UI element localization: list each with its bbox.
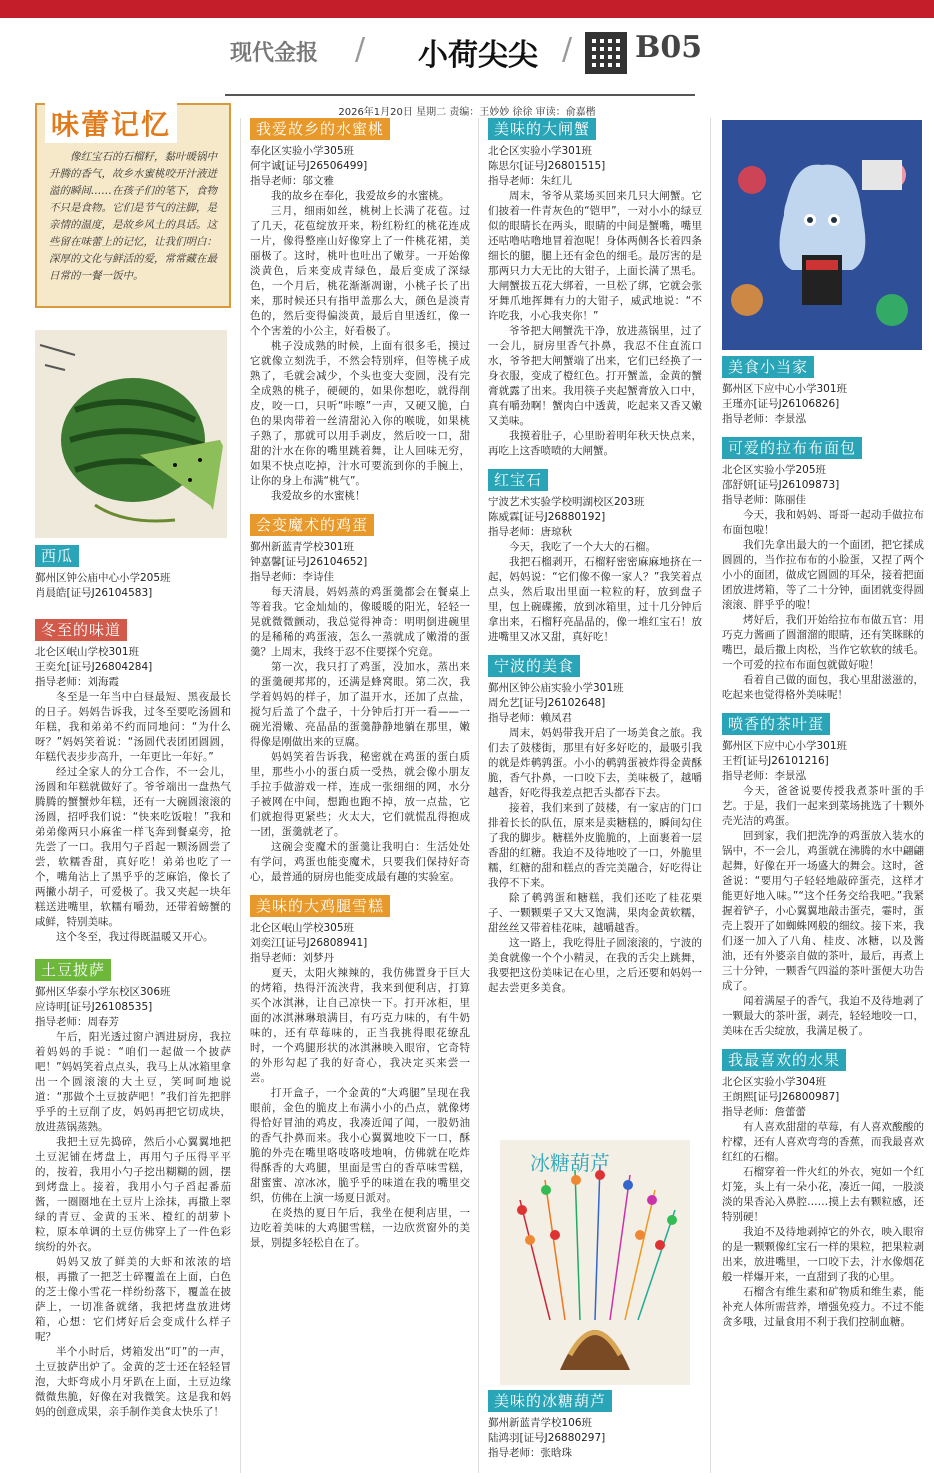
watermelon-caption: 西瓜	[35, 545, 79, 567]
meta-line: 奉化区实验小学305班	[250, 145, 355, 157]
article-paragraph: 闻着满屋子的香气，我迫不及待地剥了一颗最大的茶叶蛋，剥壳，轻轻地咬一口，美味在舌尖绽放，我满足极了。	[722, 995, 924, 1037]
meta-line: 指导老师：陈丽佳	[722, 494, 806, 506]
article-meta	[35, 985, 231, 1030]
article-paragraph: 今天，爸爸说要传授我煮茶叶蛋的手艺。于是，我们一起来到菜场挑选了十颗外壳光洁的鸡蛋。	[722, 785, 924, 827]
article-paragraph: 经过全家人的分工合作，不一会儿，汤圆和年糕就做好了。爷爷端出一盘热气腾腾的蟹蟹炒年糕，还有一大碗圆滚滚的汤圆，招呼我们说：“快来吃饭啦！”我和弟弟像两只小麻雀一样飞奔到餐桌旁，抢先尝了一口。我用勺子舀起一颗汤圆尝了尝，软糯香甜，真好吃！弟弟也吃了一个，嘴角沾上了黑乎乎的芝麻馅，像长了两撇小胡子，可爱极了。我又夹起一块年糕送进嘴里，软糯有嚼劲，还带着螃蟹的咸鲜，特别美味。	[35, 766, 231, 928]
meta-line: 指导老师：刘海霞	[35, 676, 119, 688]
intro-box	[35, 103, 231, 308]
article-paragraph: 第一次，我只打了鸡蛋，没加水，蒸出来的蛋羹硬邦邦的，还满是蜂窝眼。第二次，我学着妈妈的样子，加了温开水，还加了点盐，搅匀后盖了个盘子，十分钟后打开一看——一碗光滑嫩、亮晶晶的蛋羹静静地躺在那里，嫩得像是刚做出来的豆腐。	[250, 661, 470, 748]
meta-line: 北仑区实验小学304班	[722, 1076, 827, 1088]
article-meta	[250, 144, 470, 189]
article-paragraph: 爷爷把大闸蟹洗干净，放进蒸锅里，过了一会儿，厨房里香气扑鼻，我忍不住直流口水，爷爷把大闸蟹端了出来，它们已经换了一身衣服，变成了橙红色。打开蟹盖，金黄的蟹膏就露了出来。我用筷子夹起蟹膏放入口中，真有嚼劲啊！蟹肉白中透黄，吃起来又香又嫩又美味。	[488, 325, 702, 427]
article-meta	[488, 681, 702, 726]
article-paragraph: 这个冬至，我过得既温暖又开心。	[56, 931, 214, 943]
meta-line: 指导老师：朱红儿	[488, 175, 572, 187]
meta-line: 指导老师：周春芳	[35, 1016, 119, 1028]
meta-line: 指导老师：李诗佳	[250, 571, 334, 583]
article-paragraph: 我的故乡在奉化，我爱故乡的水蜜桃。	[271, 190, 450, 202]
meta-line: 应诗明[证号J26108535]	[35, 1001, 153, 1013]
meta-line: 北仑区岷山学校305班	[250, 922, 355, 934]
article-meta	[722, 1075, 924, 1120]
article-paragraph: 我们先拿出最大的一个面团，把它揉成圆圆的，当作拉布布的小脸蛋，又捏了两个小小的面团，做成它圆圆的耳朵，接着把面团放进烤箱，等了二十分钟，面团就变得圆滚滚、胖乎乎的啦！	[722, 539, 924, 611]
article-paragraph: 周末，爷爷从菜场买回来几只大闸蟹。它们披着一件青灰色的“铠甲”，一对小小的绿豆似的眼睛长在两头，眼睛的中间是蟹嘴，嘴里还咕噜咕噜地冒着泡呢！身体两侧各长着四条细长的腿，腿上还有金色的细毛。最厉害的是那两只力大无比的大钳子，上面长满了黑毛。大闸蟹拔五花大绑着，一旦松了绑，它就会张牙舞爪地挥舞有力的大钳子，威武地说：“不许吃我，小心我夹你！”	[488, 190, 702, 322]
article-meta	[722, 382, 924, 427]
meta-line: 何宇诚[证号J26506499]	[250, 160, 368, 172]
article-paragraph: 周末，妈妈带我开启了一场美食之旅。我们去了鼓楼街，那里有好多好吃的，最吸引我的就是炸鹌鹑蛋。小小的鹌鹑蛋被炸得金黄酥脆，香气扑鼻，一口咬下去，美味极了，越嚼越香，好吃得我差点把舌头都吞下去。	[488, 727, 702, 799]
intro-text: 像红宝石的石榴籽，黏叶暖锅中升腾的香气，故乡水蜜桃咬开汁液迸溢的瞬间……在孩子们的笔下，食物不只是食物。它们是节气的注脚，是亲情的温度，是故乡风土的具话。这些留在味蕾上的记忆，让我们明白：深厚的文化与鲜活的爱，常常藏在最日常的一餐一饭中。	[49, 151, 217, 282]
article-title: 可爱的拉布布面包	[722, 437, 862, 459]
article-paragraph: 三月，细雨如丝，桃树上长满了花苞。过了几天，花苞绽放开来，粉红粉红的桃花连成一片，像得整座山好像穿上了一件桃花裙，美丽极了。这时，桃叶也吐出了嫩芽。一开始像淡黄色，后来变成青绿色，最后变成了深绿色，一个月后，桃花渐渐凋谢，小桃子长了出来，那时候还只有指甲盖那么大，颜色是淡青色的，然后变得偏淡黄，最后自里透红，像一个个害羞的小公主，好看极了。	[250, 205, 470, 337]
meta-line: 指导老师：李景泓	[722, 770, 806, 782]
meta-line: 鄞州新蓝青学校301班	[250, 541, 355, 553]
article-paragraph: 这一路上，我吃得肚子圆滚滚的，宁波的美食就像一个个小精灵，在我的舌尖上跳舞，我要把这份美味记在心里，之后还要和妈妈一起去尝更多美食。	[488, 937, 702, 994]
article-paragraph: 有人喜欢甜甜的草莓，有人喜欢酸酸的柠檬，还有人喜欢弯弯的香蕉，而我最喜欢红红的石榴。	[722, 1121, 924, 1163]
meta-line: 王奕允[证号J26804284]	[35, 661, 153, 673]
meta-line: 宁波艺术实验学校明湖校区203班	[488, 496, 645, 508]
meta-line: 北仑区实验小学205班	[722, 464, 827, 476]
meta-line: 周允艺[证号J26102648]	[488, 697, 606, 709]
article-meta	[722, 739, 924, 784]
top-color-bar	[0, 0, 934, 18]
meta-line: 钟嘉馨[证号J26104652]	[250, 556, 368, 568]
qr-code-icon	[585, 32, 627, 74]
meta-line: 陈思尔[证号J26801515]	[488, 160, 606, 172]
meta-line: 指导老师：刘梦丹	[250, 952, 334, 964]
meta-line: 指导老师：张晗珠	[488, 1447, 572, 1459]
article-meta	[250, 540, 470, 585]
publication-name: 现代金报	[230, 40, 319, 66]
meta-line: 鄞州区钟公庙实验小学301班	[488, 682, 624, 694]
meta-line: 鄞州区下应中心小学301班	[722, 383, 848, 395]
article-meta	[488, 1416, 702, 1461]
column-rule	[710, 118, 711, 1473]
column-rule	[478, 118, 479, 1473]
article-paragraph: 石榴含有维生素和矿物质和维生素，能补充人体所需营养，增强免疫力。不过不能贪多哦，过量食用不利于我们控制血糖。	[722, 1286, 924, 1328]
meta-line: 刘奕江[证号J26808941]	[250, 937, 368, 949]
article-meta	[488, 495, 702, 540]
meta-line: 指导老师：詹蕾蕾	[722, 1106, 806, 1118]
meta-line: 鄞州区钟公庙中心小学205班	[35, 572, 171, 584]
watermelon-drawing	[35, 330, 227, 538]
article-paragraph: 妈妈笑着告诉我，秘密就在鸡蛋的蛋白质里，那些小小的蛋白质一受热，就会像小朋友手拉手做游戏一样，连成一张细细的网，水分子被网在中间，想跑也跑不掉，放一点盐，它们就抱得更紧些；火太大，它们就慌乱得抱成一团，蛋羹就老了。	[250, 751, 470, 838]
article-meta	[488, 144, 702, 189]
article-paragraph: 接着，我们来到了鼓楼，有一家店的门口排着长长的队伍，原来是卖糖糕的，瞬间勾住了我的脚步。糖糕外皮脆脆的，上面裹着一层香甜的红糖。我迫不及待地咬了一口，外脆里糯，红糖的甜和糕点的香完美融合，好吃得让我停不下来。	[488, 802, 702, 889]
article-paragraph: 桃子没成熟的时候，上面有很多毛，摸过它就像立刻洗手，不然会特别痒，但等桃子成熟了，毛就会减少，个头也变大变圆，没有完全成熟的桃子，硬硬的，如果你想吃，就得削皮，咬一口，只听“咔嚓”一声，又硬又脆，白色的果肉带着一丝清甜沁入你的喉咙，如果桃子熟了，那就可以用手剥皮，然后咬一口，甜甜的汁水在你的嘴里跳着舞，让人回味无穷，如果不快点吃掉，汁水可要流到你的手腕上，让你的身上布满“桃气”。	[250, 340, 470, 487]
meta-line: 鄞州新蓝青学校106班	[488, 1417, 593, 1429]
article-paragraph: 我摸着肚子，心里盼着明年秋天快点来，再吃上这香喷喷的大闸蟹。	[488, 430, 702, 457]
column-1	[35, 545, 231, 1420]
article-paragraph: 我爱故乡的水蜜桃！	[271, 490, 366, 502]
article-paragraph: 半个小时后，烤箱发出“叮”的一声，土豆披萨出炉了。金黄的芝士还在轻轻冒泡，大虾弯成小月牙趴在上面，土豆边缘微微焦脆，好像在对我微笑。这是我和妈妈的创意成果，亲手制作美食太快乐了！	[35, 1346, 231, 1418]
tanghulu-drawing	[500, 1140, 690, 1385]
article-paragraph: 石榴穿着一件火红的外衣，宛如一个红灯笼，头上有一朵小花，凑近一闻，一股淡淡的果香沁入鼻腔……摸上去有颗粒感，还特别硬！	[722, 1166, 924, 1223]
article-paragraph: 今天，我吃了一个大大的石榴。	[509, 541, 656, 553]
meta-line: 指导老师：赖凤君	[488, 712, 572, 724]
article-paragraph: 冬至是一年当中白昼最短、黑夜最长的日子。妈妈告诉我，过冬至要吃汤圆和年糕，我和弟弟不约而同地问：“为什么呀？”妈妈笑着说：“汤圆代表团团圆圆，年糕代表步步高升，一年更比一年好。”	[35, 691, 231, 763]
meta-line: 陈威霖[证号J26880192]	[488, 511, 606, 523]
meta-line: 肖晨皓[证号J26104583]	[35, 587, 153, 599]
divider-slash: /	[355, 32, 366, 67]
article-title: 宁波的美食	[488, 655, 580, 677]
article-title: 我最喜欢的水果	[722, 1049, 846, 1071]
article-paragraph: 我迫不及待地剥掉它的外衣，映入眼帘的是一颗颗像红宝石一样的果粒，把果粒剥出来，放进嘴里，一口咬下去，汁水像烟花般一样爆开来，一直甜到了我的心里。	[722, 1226, 924, 1283]
column-rule	[240, 118, 241, 1473]
tanghulu-credits	[488, 1390, 702, 1461]
column-3	[488, 118, 702, 996]
tanghulu-label: 冰糖葫芦	[530, 1151, 610, 1175]
meta-line: 邵舒妍[证号J26109873]	[722, 479, 840, 491]
article-title: 我爱故乡的水蜜桃	[250, 118, 390, 140]
meta-line: 鄞州区下应中心小学301班	[722, 740, 848, 752]
meta-line: 王瑾亦[证号J26106826]	[722, 398, 840, 410]
meta-line: 鄞州区华泰小学东校区306班	[35, 986, 171, 998]
chef-girl-drawing	[722, 120, 922, 350]
article-paragraph: 看着自己做的面包，我心里甜滋滋的，吃起来也觉得格外美味呢！	[722, 674, 924, 701]
header-rule	[225, 94, 695, 96]
meta-line: 王朗熙[证号J26800987]	[722, 1091, 840, 1103]
article-paragraph: 烤好后，我们开始给拉布布做五官：用巧克力酱画了圆溜溜的眼睛，还有笑眯眯的嘴巴，最后撒上肉松，当作它软软的绒毛。一个可爱的拉布布面包就做好啦！	[722, 614, 924, 671]
article-title: 会变魔术的鸡蛋	[250, 514, 374, 536]
article-meta	[250, 921, 470, 966]
article-paragraph: 我把土豆先捣碎，然后小心翼翼地把土豆泥铺在烤盘上，再用勺子压得平平的，按着，我用小勺子挖出糊糊的圆，摆到烤盘上。接着，我用小勺子舀起番茄酱，一圈圈地在土豆片上涂抹，再撒上翠绿的青豆、金黄的玉米、橙红的胡萝卜粒，原本单调的土豆仿佛穿上了一件色彩缤纷的外衣。	[35, 1136, 231, 1253]
meta-line: 指导老师：邬文雅	[250, 175, 334, 187]
article-title: 喷香的茶叶蛋	[722, 713, 830, 735]
section-title: 小荷尖尖	[418, 38, 538, 73]
article-paragraph: 这碗会变魔术的蛋羹让我明白：生活处处有学问，鸡蛋也能变魔术，只要我们保持好奇心，最普通的厨房也能变成最有趣的实验室。	[250, 841, 470, 883]
article-title: 美味的大鸡腿雪糕	[250, 895, 390, 917]
intro-title: 味蕾记忆	[45, 103, 177, 143]
watermelon-author	[35, 571, 231, 601]
article-meta	[722, 463, 924, 508]
column-4	[722, 356, 924, 1330]
meta-line: 指导老师：唐琼秋	[488, 526, 572, 538]
page-number: B05	[635, 30, 703, 65]
meta-line: 指导老师：李景泓	[722, 413, 806, 425]
article-paragraph: 除了鹌鹑蛋和糖糕，我们还吃了桂花栗子、一颗颗栗子又大又饱满，果肉金黄软糯，甜丝丝又带着桂花味，越嚼越香。	[488, 892, 702, 934]
meta-line: 北仑区实验小学301班	[488, 145, 593, 157]
column-2	[250, 118, 470, 1251]
article-paragraph: 在炎热的夏日午后，我坐在便利店里，一边吃着美味的大鸡腿雪糕，一边欣赏窗外的美景，别提多轻松自在了。	[250, 1207, 470, 1249]
page-header	[0, 18, 934, 118]
article-title: 土豆披萨	[35, 959, 111, 981]
divider-slash: /	[562, 32, 573, 67]
article-paragraph: 回到家，我们把洗净的鸡蛋放入装水的锅中，不一会儿，鸡蛋就在沸腾的水中翩翩起舞，好像在开一场盛大的舞会。这时，爸爸说：“要用勺子轻轻地敲碎蛋壳，这样才能更好地入味。”“这个任务交给我吧。”我紧握着铲子，小心翼翼地敲击蛋壳，霎时，蛋壳上裂开了如蜘蛛网般的细纹。接下来，我们逐一加入了八角、桂皮、冰糖，以及酱油，还有外婆亲自做的茶叶，最后，再煮上三十分钟，一颗香气四溢的茶叶蛋便大功告成了。	[722, 830, 924, 992]
date-line: 2026年1月20日 星期二 责编：王妙妙 徐徐 审读：俞嘉楷	[338, 107, 596, 118]
article-title: 美味的大闸蟹	[488, 118, 596, 140]
meta-line: 北仑区岷山学校301班	[35, 646, 140, 658]
article-paragraph: 打开盒子，一个金黄的“大鸡腿”呈现在我眼前，金色的脆皮上布满小小的凸点，就像烤得恰好冒油的鸡皮，我凑近闻了闻，一股奶油的香气扑鼻而来。我小心翼翼地咬下一口，酥脆的外壳在嘴里咯吱咯吱地响，仿佛就在吃炸得酥香的大鸡腿，里面是雪白的香草味雪糕，甜蜜蜜、凉冰冰，脆乎乎的味道在我的嘴里交织，仿佛在上演一场夏日派对。	[250, 1087, 470, 1204]
article-title: 冬至的味道	[35, 619, 127, 641]
article-paragraph: 午后，阳光透过窗户洒进厨房，我拉着妈妈的手说：“咱们一起做一个披萨吧！”妈妈笑着点点头，我马上从冰箱里拿出一个圆滚滚的大土豆，笑呵呵地说道：“那做个土豆披萨吧！”我们首先把胖乎乎的土豆削了皮，妈妈再把它切成块，放进蒸锅蒸熟。	[35, 1031, 231, 1133]
article-paragraph: 妈妈又放了鲜美的大虾和浓浓的培根，再撒了一把芝士碎覆盖在上面，白色的芝士像小雪花一样纷纷落下，覆盖在披萨上，一切准备就绪，我把烤盘放进烤箱，心想：它们烤好后会变成什么样子呢？	[35, 1256, 231, 1343]
article-title: 红宝石	[488, 469, 548, 491]
article-paragraph: 我把石榴剥开，石榴籽密密麻麻地挤在一起，妈妈说：“它们像不像一家人？”我笑着点点头，然后取出里面一粒粒的籽，放到盘子里，包上碗碟搬，放到冰箱里，过十几分钟后拿出来，石榴籽亮晶晶的，像一堆红宝石！放进嘴里又冰又甜，真好吃！	[488, 556, 702, 643]
article-paragraph: 每天清晨，妈妈蒸的鸡蛋羹都会在餐桌上等着我。它金灿灿的，像暖暖的阳光，轻轻一晃就微微颤动，我总觉得神奇：明明倒进碗里的是稀稀的鸡蛋液，怎么一蒸就成了嫩滑的蛋羹？上周末，我终于忍不住要探个究竟。	[250, 586, 470, 658]
meta-line: 王哲[证号J26101216]	[722, 755, 829, 767]
article-meta	[35, 645, 231, 690]
chef-caption: 美食小当家	[722, 356, 814, 378]
meta-line: 陆鸿羽[证号J26880297]	[488, 1432, 606, 1444]
article-paragraph: 夏天，太阳火辣辣的，我仿佛置身于巨大的烤箱，热得汗流浃背，我来到便利店，打算买个冰淇淋，让自己凉快一下。打开冰柜，里面的冰淇淋琳琅满目，有巧克力味的，有牛奶味的，还有草莓味的，正当我挑得眼花缭乱时，一个鸡腿形状的冰淇淋映入眼帘，它奇特的外形勾起了我的好奇心，我决定买来尝一尝。	[250, 967, 470, 1084]
article-paragraph: 今天，我和妈妈、哥哥一起动手做拉布布面包啦！	[722, 509, 924, 536]
tanghulu-caption: 美味的冰糖葫芦	[488, 1390, 612, 1412]
